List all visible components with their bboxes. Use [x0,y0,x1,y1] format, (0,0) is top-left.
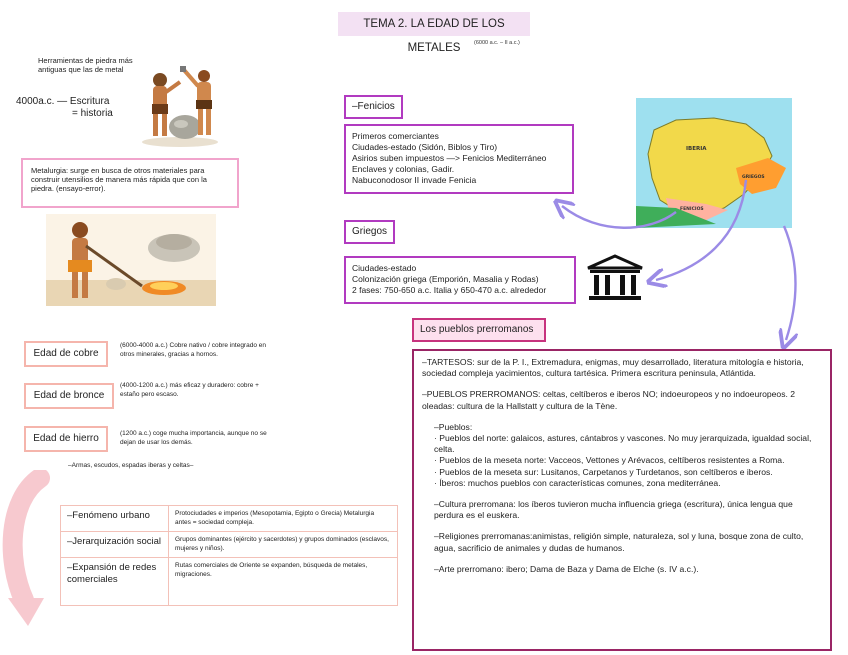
consec-label: CONSEC. [22,502,46,553]
arte-text: –Arte prerromano: ibero; Dama de Baza y Dama de Elche (s. IV a.c.). [434,563,699,574]
consequences-table [60,505,398,606]
table-row [61,506,398,532]
fenicios-line: Enclaves y colonias, Gadir. [352,164,455,174]
consequence-value: Rutas comerciales de Oriente se expanden, búsqueda de metales, migraciones. [169,558,398,606]
metallurgy-box [21,158,239,208]
map-griegos-label: GRIEGOS [742,175,765,180]
consequence-arrow [0,470,62,630]
pueblos-norte: · Pueblos del norte: galaicos, astures, cántabros y vascones. No muy jerarquizada, igualdad social, celta. [434,433,812,455]
writing-line-2: = historia [72,108,113,119]
consequence-value: Grupos dominantes (ejército y sacerdotes) y grupos dominados (esclavos, mujeres y niños). [169,532,398,558]
griegos-line: Colonización griega (Emporión, Masalia y Rodas) [352,274,539,284]
tools-caption: Herramientas de piedra más antiguas que las de metal [38,56,133,74]
tartesos-text: –TARTESOS: sur de la P. I., Extremadura, enigmas, muy desarrollado, literatura mitología e historia, sociedad compleja yacimientos, cultura tartésica. Primera escritura peninsula, Atlántida. [422,357,804,379]
age-copper-desc: (6000-4000 a.c.) Cobre nativo / cobre integrado en otros minerales, gracias a hornos. [120,342,266,358]
prerromanos-box [412,349,832,651]
griegos-line: 2 fases: 750-650 a.c. Italia y 650-470 a.c. alrededor [352,285,547,295]
religiones-text: –Religiones prerromanas:animistas, religión simple, naturaleza, sol y luna, bosque zona de culto, agua, sacrificio de animales y dudas de humanos. [434,531,804,553]
pueblos-meseta-norte: · Pueblos de la meseta norte: Vacceos, Vettones y Arévacos, celtíberos resistentes a Roma. [434,455,785,466]
fenicios-box [344,124,574,194]
age-bronze-desc: (4000-1200 a.c.) más eficaz y duradero: cobre + estaño pero escaso. [120,382,259,398]
map-fenicios-label: FENICIOS [680,207,704,212]
fenicios-line: Ciudades-estado (Sidón, Biblos y Tiro) [352,142,498,152]
iberia-map [636,98,792,228]
greek-temple-icon [586,254,644,302]
age-copper-label: Edad de cobre [24,341,108,367]
griegos-box [344,256,576,304]
consequence-key: –Expansión de redes comerciales [61,558,169,606]
pueblos-prerromanos-text: –PUEBLOS PRERROMANOS: celtas, celtíberos e iberos NO; indoeuropeos y no indoeuropeos. 2 oleadas: cultura de la Hallstatt y cultura de la Tène. [422,389,796,411]
metallurgy-text: Metalurgia: surge en busca de otros materiales para construir utensilios de manera más rápida que con la piedra. (ensayo-error). [31,166,207,193]
iberos-text: · Íberos: muchos pueblos con características comunes, zona mediterránea. [434,477,721,488]
fenicios-line: Primeros comerciantes [352,131,439,141]
metallurgy-illustration [46,214,216,306]
consequence-key: –Fenómeno urbano [61,506,169,532]
age-iron-label: Edad de hierro [24,426,108,452]
pueblos-meseta-sur: · Pueblos de la meseta sur: Lusitanos, Carpetanos y Turdetanos, son celtíberos e iberos. [434,466,773,477]
griegos-line: Ciudades-estado [352,263,417,273]
cultura-text: –Cultura prerromana: los íberos tuvieron mucha influencia griega (escritura), única lengua que perdura es el euskera. [434,499,793,521]
table-row [61,558,398,606]
age-bronze-label: Edad de bronce [24,383,114,409]
fenicios-line: Asirios suben impuestos —> Fenicios Mediterráneo [352,153,547,163]
page-title: TEMA 2. LA EDAD DE LOS METALES [338,12,530,36]
weapons-note: –Armas, escudos, espadas iberas y celtas– [68,462,194,469]
pueblos-title: –Pueblos: [434,421,473,432]
age-iron-desc: (1200 a.c.) coge mucha importancia, aunque no se dejan de usar los demás. [120,430,267,446]
table-row [61,532,398,558]
writing-line-1: 4000a.c. — Escritura [16,96,110,107]
prerromanos-label: Los pueblos prerromanos [412,318,546,342]
consequence-value: Protociudades e imperios (Mesopotamia, Egipto o Grecia) Metalurgia antes = sociedad compleja. [169,506,398,532]
map-iberia-label: IBERIA [686,146,707,152]
fenicios-label: –Fenicios [344,95,403,119]
consequence-key: –Jerarquización social [61,532,169,558]
griegos-label: Griegos [344,220,395,244]
date-range: (6000 a.c. – II a.c.) [474,40,520,46]
cavemen-illustration [140,62,222,148]
fenicios-line: Nabuconodosor II invade Fenicia [352,175,477,185]
